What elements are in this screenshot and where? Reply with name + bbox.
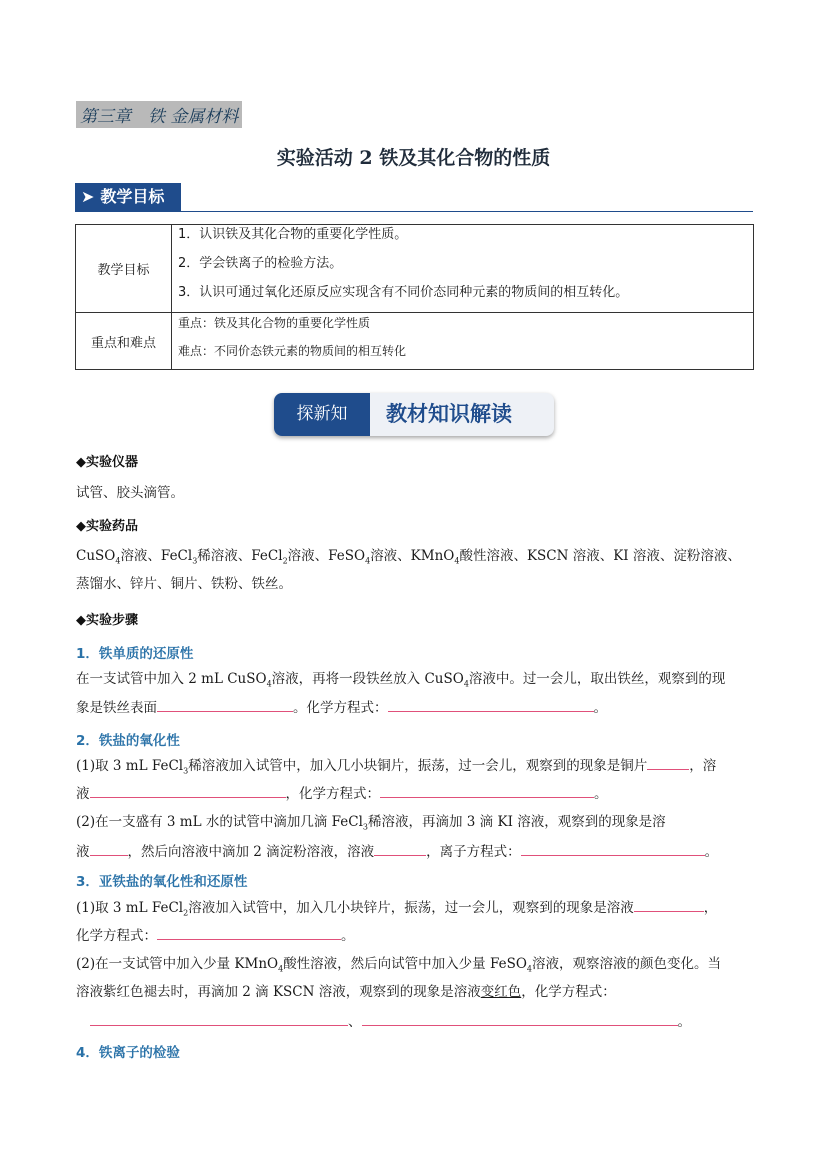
steps-heading: ◆实验步骤 xyxy=(76,613,138,628)
step2-title: 2．铁盐的氧化性 xyxy=(76,733,180,749)
step2-line-4: 液 ，然后向溶液中滴加 2 滴淀粉溶液，溶液 ，离子方程式： 。 xyxy=(76,844,719,860)
teaching-goals-banner xyxy=(75,183,181,211)
step1-title: 1．铁单质的还原性 xyxy=(76,646,194,662)
step3-line-1: (1)取 3 mL FeCl$_2$溶液加入试管中，加入几小块锌片，振荡，过一会儿，观察到的现象是溶液 ， xyxy=(76,900,718,918)
answer-blank[interactable] xyxy=(388,698,594,712)
answer-blank[interactable] xyxy=(380,784,594,798)
answer-blank[interactable] xyxy=(90,842,128,856)
step3-line-3: (2)在一支试管中加入少量 KMnO$_4$酸性溶液，然后向试管中加入少量 FeSO$_4$溶液，观察溶液的颜色变化。当 xyxy=(76,956,722,974)
answer-blank[interactable] xyxy=(157,926,341,940)
instruments-text: 试管、胶头滴管。 xyxy=(76,485,184,501)
knowledge-banner-left: 探新知 xyxy=(274,393,370,436)
reagents-heading: ◆实验药品 xyxy=(76,519,138,534)
step3-title: 3．亚铁盐的氧化性和还原性 xyxy=(76,874,248,890)
answer-blank[interactable] xyxy=(647,756,689,770)
instruments-heading: ◆实验仪器 xyxy=(76,455,138,470)
step1-line-2: 象是铁丝表面 。化学方程式： 。 xyxy=(76,700,607,716)
knowledge-banner xyxy=(274,393,554,436)
step3-line-4: 溶液紫红色褪去时，再滴加 2 滴 KSCN 溶液，观察到的现象是溶液变红色，化学方程式： xyxy=(76,984,616,1000)
keypoints-content xyxy=(172,313,754,370)
chapter-label: 第三章 铁 金属材料 xyxy=(76,101,242,128)
reagents-line-2: 蒸馏水、锌片、铜片、铁粉、铁丝。 xyxy=(76,576,292,592)
step1-line-1: 在一支试管中加入 2 mL CuSO$_4$溶液，再将一段铁丝放入 CuSO$_4$溶液中。过一会儿，取出铁丝，观察到的现 xyxy=(76,671,726,689)
step2-line-2: 液 ，化学方程式： 。 xyxy=(76,786,608,802)
page-title: 实验活动 2 铁及其化合物的性质 xyxy=(276,147,551,169)
goal-line: 3．认识可通过氧化还原反应实现含有不同价态同种元素的物质间的相互转化。 xyxy=(178,285,629,300)
table-row xyxy=(76,313,754,370)
answer-blank[interactable] xyxy=(157,698,293,712)
knowledge-banner-right: 教材知识解读 xyxy=(386,402,512,426)
answer-blank[interactable] xyxy=(634,898,704,912)
keypoint-line: 重点：铁及其化合物的重要化学性质 xyxy=(178,316,371,330)
banner-label: 教学目标 xyxy=(100,187,165,206)
step3-line-5: 、 。 xyxy=(90,1012,740,1032)
goals-table xyxy=(75,224,754,370)
answer-blank[interactable] xyxy=(521,842,705,856)
answer-blank[interactable] xyxy=(374,842,426,856)
arrow-icon: ➤ xyxy=(81,187,95,206)
step3-line-2: 化学方程式： 。 xyxy=(76,928,355,944)
table-row xyxy=(76,225,754,313)
goal-line: 1．认识铁及其化合物的重要化学性质。 xyxy=(178,227,408,242)
answer-blank[interactable] xyxy=(362,1012,678,1026)
goal-line: 2．学会铁离子的检验方法。 xyxy=(178,256,343,271)
answer-blank[interactable] xyxy=(90,1012,348,1026)
answer-blank[interactable] xyxy=(90,784,286,798)
step4-title: 4．铁离子的检验 xyxy=(76,1045,180,1061)
divider xyxy=(75,211,753,212)
goals-label: 教学目标 xyxy=(76,225,172,313)
step2-line-3: (2)在一支盛有 3 mL 水的试管中滴加几滴 FeCl$_3$稀溶液，再滴加 3 滴 KI 溶液，观察到的现象是溶 xyxy=(76,814,666,832)
goals-content xyxy=(172,225,754,313)
keypoint-line: 难点：不同价态铁元素的物质间的相互转化 xyxy=(178,344,407,358)
reagents-line-1: CuSO$_4$溶液、FeCl$_3$稀溶液、FeCl$_2$溶液、FeSO$_4$溶液、KMnO$_4$酸性溶液、KSCN 溶液、KI 溶液、淀粉溶液、 xyxy=(76,548,741,566)
step2-line-1: (1)取 3 mL FeCl$_3$稀溶液加入试管中，加入几小块铜片，振荡，过一会儿，观察到的现象是铜片 ，溶 xyxy=(76,758,717,776)
keypoints-label: 重点和难点 xyxy=(76,313,172,370)
